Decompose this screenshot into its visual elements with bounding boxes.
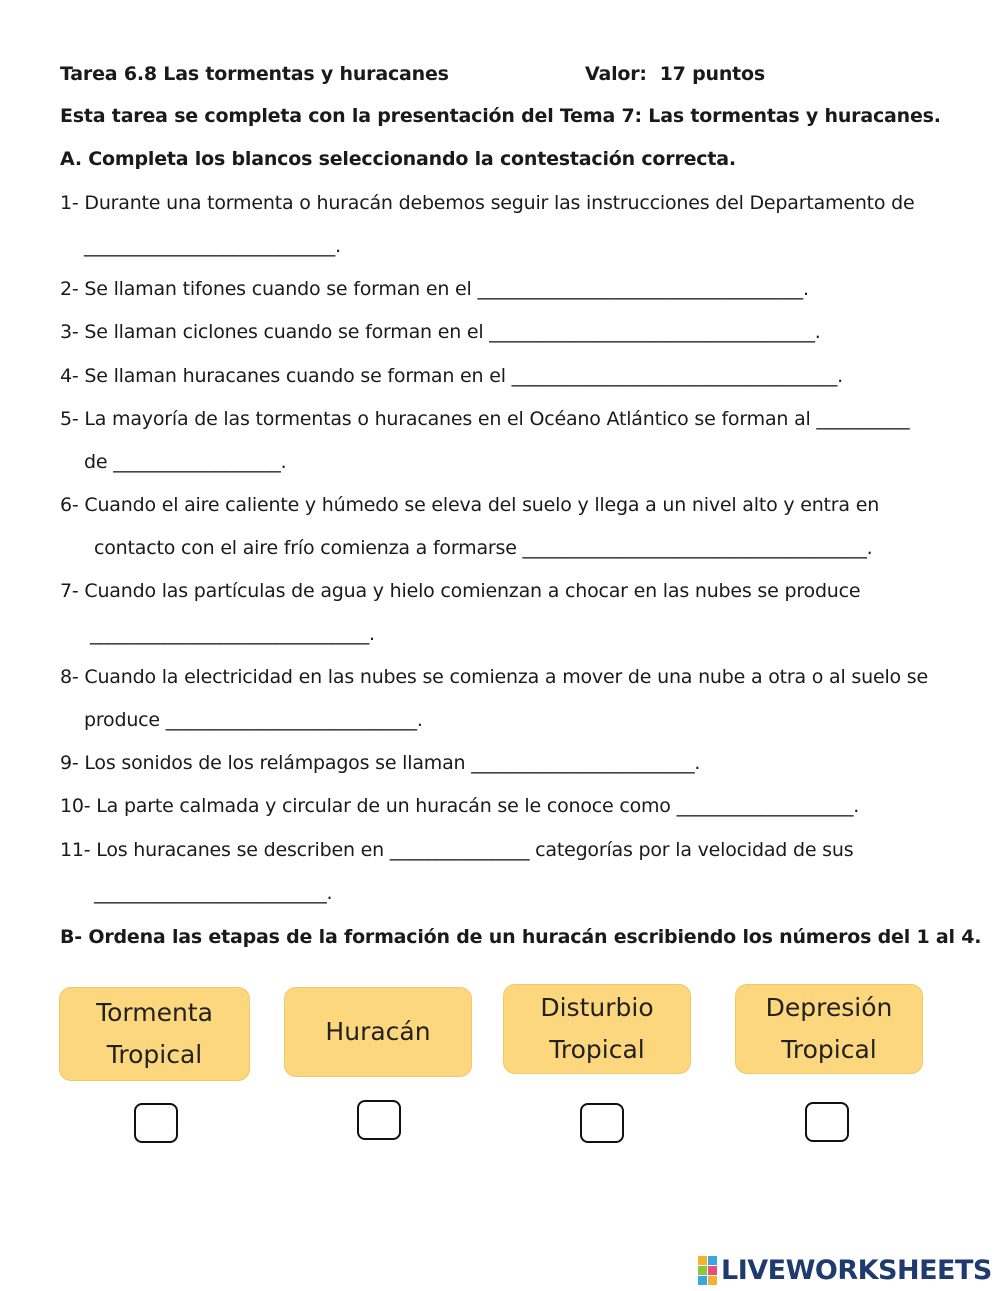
question-7: 7- Cuando las partículas de agua y hielo comienzan a chocar en las nubes se produce <box>60 580 861 602</box>
question-6: 6- Cuando el aire caliente y húmedo se eleva del suelo y llega a un nivel alto y entra en <box>60 494 880 516</box>
stage-label-line1: Depresión <box>765 993 893 1022</box>
question-8: 8- Cuando la electricidad en las nubes se comienza a mover de una nube a otra o al suelo se <box>60 666 928 688</box>
question-3: 3- Se llaman ciclones cuando se forman en el ___________________________________. <box>60 321 821 343</box>
order-answer-box-4[interactable] <box>805 1102 849 1142</box>
stage-card-tormenta-tropical <box>59 987 250 1081</box>
liveworksheets-logo <box>698 1255 992 1285</box>
liveworksheets-logo-text: LIVEWORKSHEETS <box>721 1254 992 1286</box>
question-6-continued: contacto con el aire frío comienza a formarse _____________________________________. <box>94 537 873 559</box>
stage-label-line2: Tropical <box>106 1040 203 1069</box>
stage-card-huracan <box>284 987 472 1077</box>
question-1-blank: ___________________________. <box>84 235 341 257</box>
question-2: 2- Se llaman tifones cuando se forman en el ___________________________________. <box>60 278 809 300</box>
question-9: 9- Los sonidos de los relámpagos se llaman ________________________. <box>60 752 701 774</box>
question-5-continued: de __________________. <box>84 451 287 473</box>
stage-label-line1: Tormenta <box>96 998 213 1027</box>
question-10: 10- La parte calmada y circular de un huracán se le conoce como ___________________. <box>60 795 860 817</box>
question-4: 4- Se llaman huracanes cuando se forman en el ___________________________________. <box>60 365 843 387</box>
question-7-blank: ______________________________. <box>90 623 375 645</box>
question-5: 5- La mayoría de las tormentas o huracanes en el Océano Atlántico se forman al __________ <box>60 408 910 430</box>
stage-card-disturbio-tropical <box>503 984 691 1074</box>
stage-label-line1: Huracán <box>325 1017 431 1046</box>
stage-label-line2: Tropical <box>549 1035 645 1064</box>
order-answer-box-1[interactable] <box>134 1103 178 1143</box>
section-a-heading: A. Completa los blancos seleccionando la contestación correcta. <box>60 148 736 170</box>
stage-label-line1: Disturbio <box>540 993 654 1022</box>
question-11-blank: _________________________. <box>94 882 333 904</box>
question-1: 1- Durante una tormenta o huracán debemos seguir las instrucciones del Departamento de <box>60 192 915 214</box>
stage-card-depresion-tropical <box>735 984 923 1074</box>
question-11: 11- Los huracanes se describen en _______________ categorías por la velocidad de sus <box>60 839 854 861</box>
assignment-value: Valor: 17 puntos <box>585 63 766 85</box>
assignment-title: Tarea 6.8 Las tormentas y huracanes <box>60 63 449 85</box>
order-answer-box-2[interactable] <box>357 1100 401 1140</box>
liveworksheets-logo-icon <box>698 1256 717 1285</box>
section-b-heading: B- Ordena las etapas de la formación de un huracán escribiendo los números del 1 al 4. <box>60 926 982 948</box>
question-8-continued: produce ___________________________. <box>84 709 423 731</box>
order-answer-box-3[interactable] <box>580 1103 624 1143</box>
intro-text: Esta tarea se completa con la presentación del Tema 7: Las tormentas y huracanes. <box>60 105 941 127</box>
stage-label-line2: Tropical <box>781 1035 877 1064</box>
